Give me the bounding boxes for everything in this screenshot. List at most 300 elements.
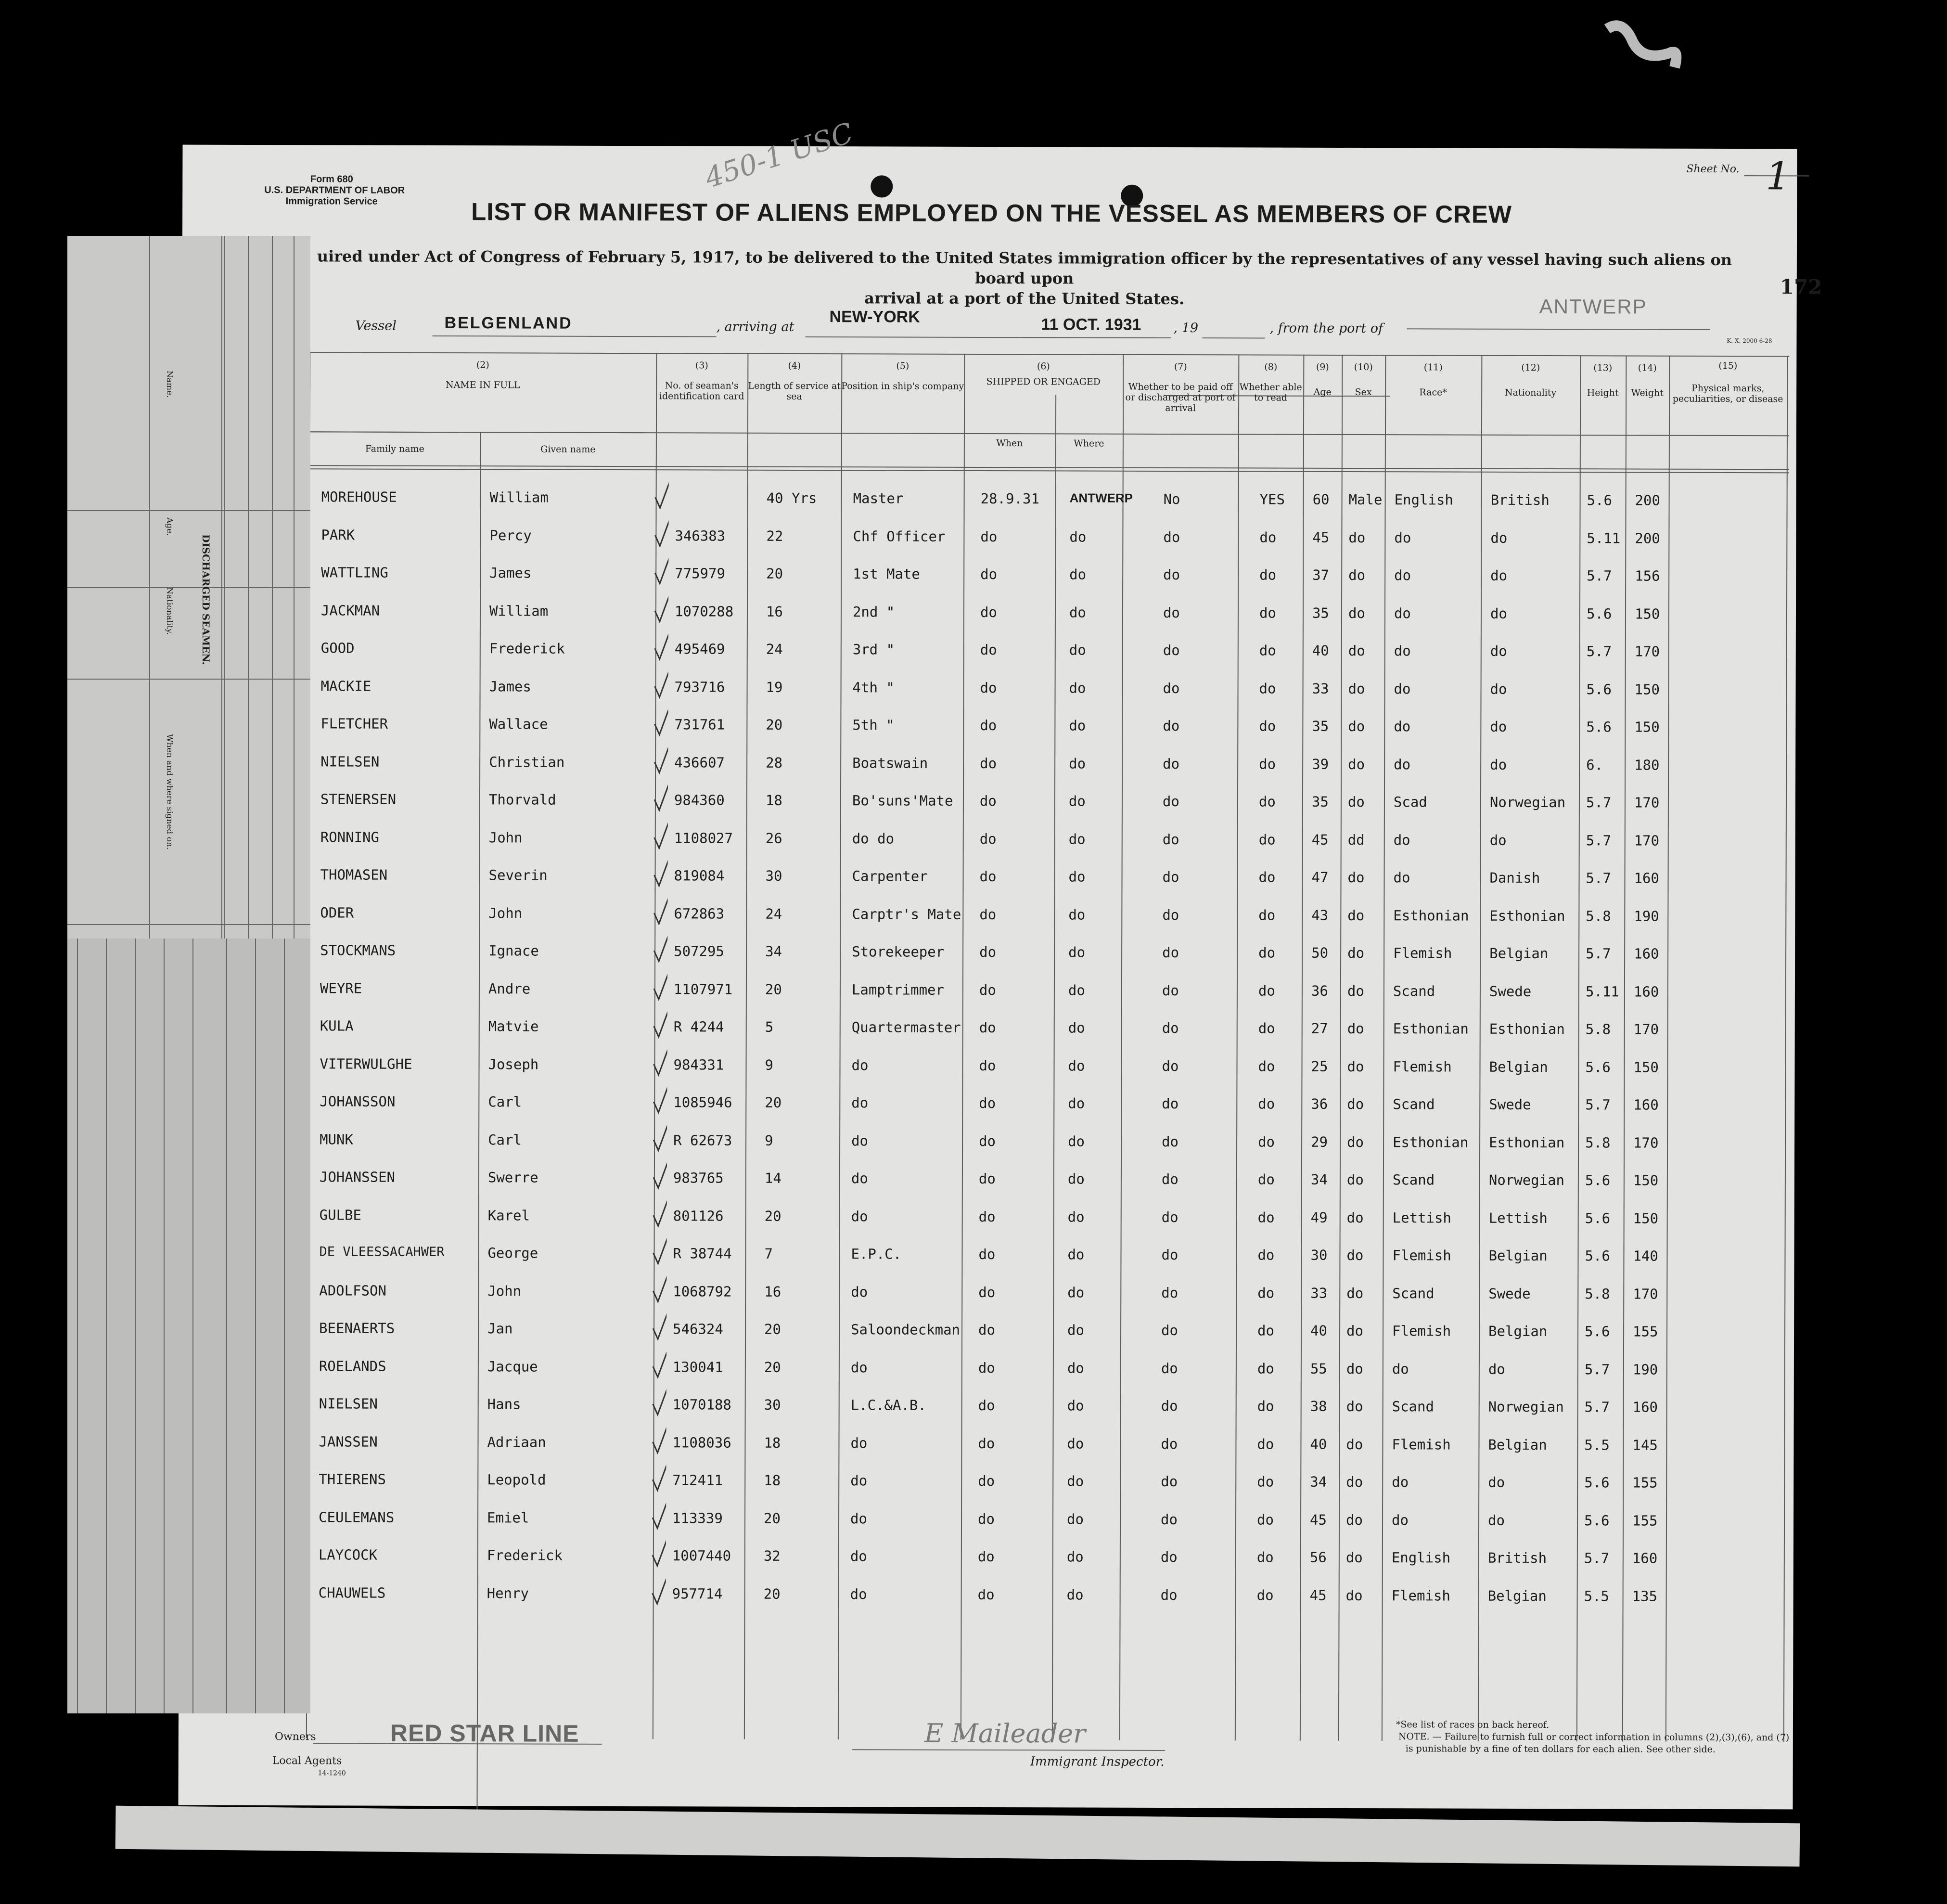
cell-weight: 160 [1632, 1550, 1658, 1567]
cell-length-of-service: 24 [766, 641, 783, 657]
cell-age: 25 [1311, 1058, 1328, 1075]
slip-lower-rule-5 [192, 939, 193, 1713]
cell-sex: do [1346, 1171, 1364, 1188]
cell-nationality: Norwegian [1489, 794, 1566, 811]
col-title-age: Age [1313, 386, 1332, 398]
slip-lower-rule-6 [226, 939, 227, 1713]
cell-length-of-service: 20 [763, 1585, 781, 1602]
cell-weight: 135 [1632, 1588, 1658, 1605]
service-name: Immigration Service [285, 196, 378, 207]
cell-height: 5.6 [1584, 1474, 1610, 1491]
arriving-label: , arriving at [716, 319, 794, 334]
cell-length-of-service: 14 [764, 1170, 781, 1186]
cell-shipped-when: do [979, 792, 997, 810]
note-line-1: NOTE. — Failure to furnish full or correct information in columns (2),(3),(6), and (7) [1398, 1731, 1790, 1743]
cell-card-number: 983765 [673, 1170, 724, 1186]
slip-lower-panel [67, 939, 310, 1713]
cell-height: 5.7 [1587, 567, 1612, 584]
cell-given-name: Adriaan [487, 1433, 546, 1451]
check-mark-icon [653, 553, 668, 587]
cell-able-to-read: do [1257, 1435, 1274, 1453]
cell-shipped-where: do [1066, 1586, 1084, 1603]
cell-length-of-service: 18 [764, 1472, 781, 1489]
check-mark-icon [653, 516, 668, 550]
cell-height: 5.7 [1586, 643, 1612, 660]
cell-height: 5.7 [1586, 945, 1611, 962]
cell-race: Esthonian [1393, 1020, 1469, 1037]
cell-shipped-when: do [980, 604, 997, 620]
cell-height: 5.7 [1584, 1361, 1610, 1377]
cell-given-name: Christian [489, 753, 565, 771]
cell-family-name: MACKIE [320, 677, 371, 695]
cell-nationality: do [1490, 567, 1508, 584]
col-num-3: (3) [695, 360, 708, 371]
cell-length-of-service: 20 [764, 1208, 781, 1224]
cell-position: 3rd " [852, 641, 895, 658]
cell-shipped-when: do [980, 755, 997, 772]
col-header-card [656, 360, 747, 401]
cell-given-name: William [489, 602, 549, 619]
cell-age: 27 [1311, 1020, 1328, 1037]
cell-card-number: 672863 [674, 905, 725, 922]
cell-age: 45 [1310, 1511, 1327, 1528]
crew-row [179, 1459, 1793, 1502]
date-underline [1022, 337, 1171, 338]
cell-card-number: 546324 [673, 1321, 723, 1338]
cell-weight: 160 [1633, 983, 1659, 1000]
cell-shipped-when: do [978, 1246, 996, 1263]
cell-length-of-service: 16 [764, 1283, 781, 1300]
cell-height: 5.8 [1585, 1021, 1611, 1038]
form-number: Form 680 [310, 174, 353, 185]
col-title-paid-off: Whether to be paid off or discharged at port of arrival [1125, 381, 1236, 414]
crew-row [180, 1195, 1794, 1237]
cell-shipped-when: do [978, 1397, 995, 1414]
check-mark-icon [652, 1007, 667, 1041]
cell-weight: 200 [1635, 530, 1660, 547]
check-mark-icon [651, 1385, 666, 1418]
crew-row [181, 590, 1796, 633]
cell-length-of-service: 26 [765, 830, 782, 847]
cell-position: Boatswain [852, 754, 928, 772]
check-mark-icon [651, 1460, 666, 1494]
cell-card-number: 984331 [673, 1056, 724, 1073]
cell-card-number: 793716 [674, 678, 725, 695]
cell-position: Storekeeper [852, 943, 945, 960]
cell-card-number: 712411 [672, 1472, 723, 1489]
from-port: ANTWERP [1539, 295, 1647, 318]
check-mark-icon [653, 818, 668, 852]
cell-nationality: Belgian [1487, 1587, 1547, 1604]
cell-length-of-service: 9 [765, 1132, 773, 1149]
cell-shipped-when: do [977, 1586, 995, 1603]
subtitle-line-2: arrival at a port of the United States. [864, 289, 1185, 309]
sheet-no-label: Sheet No. [1686, 163, 1740, 176]
cell-nationality: do [1488, 1361, 1505, 1377]
cell-weight: 170 [1634, 794, 1660, 811]
cell-position: do [851, 1208, 868, 1224]
cell-sex: do [1347, 1020, 1364, 1037]
cell-length-of-service: 20 [764, 1510, 781, 1527]
col-num-8: (8) [1264, 361, 1278, 373]
crew-row [182, 477, 1796, 520]
cell-family-name: JOHANSSON [320, 1093, 396, 1110]
cell-sex: do [1347, 982, 1364, 999]
cell-family-name: ROELANDS [319, 1357, 386, 1375]
cell-age: 33 [1310, 1285, 1328, 1301]
cell-sex: do [1345, 1587, 1363, 1604]
cell-weight: 200 [1635, 492, 1661, 509]
slip-rule-h1 [67, 510, 310, 511]
cell-paid-off: do [1161, 1209, 1178, 1225]
cell-position: do [850, 1585, 867, 1602]
manifest-sheet [178, 116, 1822, 1810]
cell-family-name: GULBE [319, 1206, 362, 1223]
cell-able-to-read: do [1257, 1511, 1274, 1528]
cell-weight: 170 [1634, 643, 1660, 660]
cell-age: 40 [1310, 1436, 1327, 1453]
col-num-6: (6) [1037, 361, 1050, 372]
table-top-rule [309, 352, 1789, 357]
cell-age: 49 [1310, 1209, 1328, 1226]
cell-shipped-when: do [979, 1094, 996, 1112]
cell-shipped-when: 28.9.31 [980, 490, 1039, 507]
cell-given-name: George [487, 1245, 538, 1261]
cell-card-number: 819084 [674, 867, 725, 884]
cell-nationality: Esthonian [1489, 1134, 1565, 1151]
cell-age: 34 [1310, 1473, 1327, 1490]
cell-shipped-where: do [1068, 1019, 1085, 1036]
cell-shipped-when: do [980, 717, 997, 734]
cell-race: do [1394, 567, 1411, 584]
cell-height: 6. [1586, 756, 1603, 773]
col-title-marks: Physical marks, peculiarities, or disease [1672, 383, 1783, 405]
cell-shipped-when: do [979, 868, 997, 885]
cell-shipped-where: do [1068, 981, 1085, 999]
cell-shipped-when: do [978, 1208, 996, 1225]
cell-weight: 170 [1633, 1021, 1659, 1038]
cell-sex: do [1346, 1285, 1364, 1301]
cell-nationality: Norwegian [1488, 1398, 1564, 1415]
cell-sex: do [1347, 793, 1365, 810]
cell-race: do [1392, 1474, 1409, 1491]
cell-height: 5.6 [1586, 605, 1612, 622]
cell-given-name: John [487, 1282, 522, 1299]
cell-sex: do [1347, 1095, 1364, 1113]
crew-row [180, 1081, 1794, 1124]
cell-family-name: STOCKMANS [320, 942, 396, 959]
cell-given-name: Severin [488, 867, 548, 884]
cell-card-number: 130041 [672, 1358, 723, 1376]
cell-given-name: Karel [487, 1207, 530, 1224]
cell-paid-off: do [1163, 755, 1180, 772]
col-num-11: (11) [1423, 362, 1443, 373]
cell-sex: do [1346, 1436, 1363, 1453]
cell-family-name: NIELSEN [320, 753, 380, 770]
cell-shipped-where: do [1067, 1473, 1084, 1490]
cell-race: Scand [1392, 1285, 1435, 1301]
cell-paid-off: do [1161, 1171, 1178, 1188]
cell-paid-off: No [1163, 490, 1180, 508]
from-label: , from the port of [1269, 321, 1383, 336]
cell-card-number: 436607 [674, 754, 725, 771]
cell-able-to-read: YES [1259, 491, 1285, 508]
page-title: LIST OR MANIFEST OF ALIENS EMPLOYED ON THE VESSEL AS MEMBERS OF CREW [471, 198, 1512, 228]
cell-able-to-read: do [1257, 1398, 1274, 1415]
col-header-shipped [964, 361, 1123, 387]
cell-shipped-where: do [1068, 868, 1086, 885]
crew-row [180, 1157, 1794, 1200]
cell-length-of-service: 28 [766, 754, 783, 771]
col-num-10: (10) [1354, 361, 1373, 373]
cell-position: L.C.&A.B. [850, 1397, 926, 1414]
cell-given-name: Joseph [488, 1055, 539, 1073]
cell-able-to-read: do [1256, 1549, 1274, 1566]
cell-paid-off: do [1162, 1057, 1179, 1074]
cell-able-to-read: do [1258, 1020, 1275, 1037]
cell-card-number: 801126 [673, 1207, 724, 1224]
subtitle-line-1: uired under Act of Congress of February 5, 1917, to be delivered to the United States immigration officer by the representatives of any vessel having such aliens on board upon [317, 247, 1732, 288]
col-title-service: Length of service at sea [748, 380, 841, 402]
handwritten-annotation: 450-1 USC [701, 116, 857, 195]
cell-card-number: 775979 [675, 565, 726, 582]
check-mark-icon [653, 780, 668, 814]
cell-sex: Male [1348, 491, 1383, 508]
slip-lower-rule-2 [106, 939, 107, 1713]
cell-card-number: 1068792 [673, 1283, 732, 1300]
cell-weight: 150 [1633, 1059, 1659, 1076]
cell-sex: do [1348, 680, 1365, 697]
cell-able-to-read: do [1259, 642, 1276, 659]
col-num-12: (12) [1521, 362, 1540, 373]
cell-age: 35 [1312, 718, 1329, 734]
cell-length-of-service: 18 [765, 792, 782, 809]
note-races: *See list of races on back hereof. [1396, 1719, 1550, 1731]
cell-shipped-where: do [1067, 1284, 1085, 1301]
cell-nationality: do [1490, 605, 1507, 622]
cell-nationality: British [1487, 1549, 1547, 1567]
cell-able-to-read: do [1258, 906, 1276, 924]
cell-height: 5.6 [1587, 492, 1613, 509]
cell-able-to-read: do [1259, 755, 1276, 772]
cell-position: 2nd " [852, 603, 895, 620]
cell-age: 40 [1310, 1322, 1328, 1339]
cell-race: do [1392, 1360, 1409, 1377]
cell-shipped-where: do [1068, 1095, 1085, 1112]
cell-weight: 150 [1634, 681, 1660, 698]
cell-able-to-read: do [1258, 869, 1276, 886]
cell-paid-off: do [1162, 868, 1179, 886]
cell-able-to-read: do [1259, 680, 1276, 697]
cell-age: 47 [1311, 869, 1329, 886]
crew-row [181, 515, 1796, 557]
cell-able-to-read: do [1258, 1095, 1275, 1112]
cell-position: do [850, 1472, 868, 1489]
cell-sex: do [1348, 756, 1365, 772]
cell-shipped-where: do [1069, 528, 1087, 545]
cell-family-name: VITERWULGHE [320, 1055, 412, 1072]
cell-card-number: 1007440 [672, 1547, 731, 1564]
cell-able-to-read: do [1258, 982, 1275, 999]
cell-nationality: Belgian [1488, 1323, 1548, 1340]
cell-family-name: JANSSEN [319, 1433, 378, 1450]
check-mark-icon [651, 1234, 666, 1267]
bottom-paper-edge [115, 1806, 1800, 1867]
cell-family-name: JOHANSSEN [319, 1169, 396, 1185]
cell-given-name: Percy [489, 527, 532, 544]
cell-paid-off: do [1163, 680, 1180, 696]
cell-able-to-read: do [1257, 1209, 1275, 1226]
cell-height: 5.6 [1585, 1248, 1610, 1264]
crew-row [181, 628, 1796, 671]
cell-sex: do [1347, 1058, 1364, 1075]
col-num-4: (4) [788, 360, 801, 371]
cell-weight: 160 [1633, 1096, 1659, 1113]
col-title-nationality: Nationality [1505, 387, 1557, 399]
check-mark-icon [652, 931, 667, 965]
crew-row [181, 741, 1795, 784]
cell-shipped-where: do [1067, 1246, 1085, 1263]
cell-weight: 150 [1633, 1210, 1659, 1227]
cell-position: do [850, 1434, 868, 1451]
cell-length-of-service: 20 [766, 716, 783, 733]
cell-shipped-where: do [1067, 1435, 1084, 1452]
signature-underline [852, 1749, 1165, 1751]
cell-height: 5.11 [1585, 983, 1619, 1000]
inspector-signature: E Maileader [924, 1718, 1086, 1749]
col-title-race: Race* [1419, 387, 1447, 398]
cell-race: do [1393, 831, 1410, 848]
cell-nationality: Esthonian [1489, 907, 1565, 924]
cell-card-number: 346383 [675, 527, 726, 544]
col-header-age [1303, 362, 1342, 398]
crew-row [181, 817, 1795, 860]
cell-position: Lamptrimmer [851, 981, 945, 998]
cell-height: 5.6 [1585, 1209, 1611, 1226]
vessel-label: Vessel [355, 318, 397, 334]
check-mark-icon [653, 705, 668, 738]
cell-shipped-when: do [978, 1284, 996, 1300]
cell-paid-off: do [1161, 1511, 1178, 1528]
col-title-weight: Weight [1631, 387, 1664, 399]
col-header-weight [1626, 362, 1669, 398]
cell-able-to-read: do [1257, 1247, 1275, 1263]
cell-weight: 145 [1632, 1437, 1658, 1454]
cell-length-of-service: 32 [763, 1547, 781, 1564]
cell-shipped-where: do [1067, 1208, 1085, 1225]
cell-nationality: do [1490, 681, 1507, 697]
col-num-9: (9) [1316, 361, 1329, 373]
cell-shipped-when: do [979, 981, 996, 998]
cell-paid-off: do [1161, 1246, 1178, 1263]
cell-card-number: 1107971 [673, 980, 733, 998]
cell-family-name: RONNING [320, 828, 380, 846]
cell-race: Flemish [1391, 1587, 1450, 1604]
check-mark-icon [653, 478, 669, 512]
cell-card-number: R 38744 [673, 1245, 732, 1262]
cell-shipped-where: do [1068, 1132, 1085, 1150]
cell-given-name: Swerre [487, 1169, 538, 1186]
cell-shipped-where: do [1069, 566, 1087, 583]
col-title-name: NAME IN FULL [446, 380, 520, 391]
from-underline [1407, 328, 1710, 330]
crew-row [179, 1497, 1793, 1540]
col-num-15: (15) [1718, 360, 1738, 372]
cell-height: 5.7 [1586, 794, 1612, 811]
print-code: K. X. 2000 6-28 [1727, 337, 1772, 345]
cell-height: 5.7 [1586, 870, 1611, 887]
cell-sex: do [1348, 718, 1365, 735]
cell-length-of-service: 30 [764, 1396, 781, 1413]
cell-height: 5.8 [1586, 907, 1611, 924]
cell-nationality: do [1489, 832, 1507, 849]
col-num-13: (13) [1593, 362, 1613, 373]
cell-paid-off: do [1162, 831, 1179, 848]
cell-height: 5.6 [1586, 681, 1612, 697]
cell-shipped-when: do [980, 566, 998, 583]
cell-sex: do [1346, 1398, 1363, 1415]
cell-shipped-where: do [1069, 755, 1086, 772]
cell-paid-off: do [1163, 717, 1180, 734]
cell-shipped-when: do [979, 830, 997, 847]
cell-family-name: CEULEMANS [319, 1508, 395, 1526]
crew-row [179, 1384, 1794, 1427]
cell-shipped-when: do [977, 1548, 995, 1565]
cell-able-to-read: do [1259, 566, 1277, 583]
check-mark-icon [653, 743, 668, 776]
cell-race: Flemish [1393, 945, 1452, 962]
cell-weight: 150 [1634, 719, 1660, 735]
col-header-when: When [996, 438, 1023, 449]
cell-card-number: 1070188 [672, 1396, 731, 1413]
slip-lower-rule-1 [77, 939, 78, 1713]
cell-weight: 150 [1634, 605, 1660, 622]
cell-shipped-when: do [980, 641, 997, 658]
cell-age: 55 [1310, 1360, 1327, 1377]
cell-shipped-where: do [1067, 1171, 1085, 1187]
cell-given-name: Emiel [487, 1509, 529, 1526]
cell-length-of-service: 34 [765, 943, 782, 960]
reference-number: 172 [1780, 275, 1822, 299]
cell-paid-off: do [1163, 642, 1180, 659]
cell-sex: do [1347, 869, 1365, 886]
cell-height: 5.6 [1585, 1323, 1610, 1340]
slip-age-label: Age. [165, 517, 174, 536]
cell-age: 35 [1312, 605, 1329, 621]
cell-shipped-when: do [978, 1170, 996, 1187]
cell-shipped-where: do [1067, 1397, 1084, 1414]
cell-race: Flemish [1392, 1436, 1451, 1453]
crew-row [180, 968, 1795, 1011]
cell-position: do [850, 1359, 868, 1376]
cell-race: English [1391, 1549, 1451, 1566]
cell-able-to-read: do [1258, 831, 1276, 848]
check-mark-icon [652, 1196, 667, 1230]
cell-given-name: Jacque [487, 1358, 538, 1375]
col-header-family: Family name [365, 443, 424, 454]
cell-length-of-service: 20 [764, 1359, 781, 1376]
col-header-race [1385, 362, 1481, 398]
col-header-height [1580, 362, 1626, 398]
cell-able-to-read: do [1258, 944, 1276, 961]
cell-family-name: WEYRE [320, 979, 362, 997]
cell-sex: do [1346, 1247, 1364, 1264]
cell-family-name: PARK [321, 526, 355, 543]
cell-given-name: Jan [487, 1320, 513, 1337]
cell-age: 39 [1312, 756, 1329, 772]
slip-rule-h3 [67, 679, 310, 680]
cell-given-name: John [488, 904, 523, 921]
